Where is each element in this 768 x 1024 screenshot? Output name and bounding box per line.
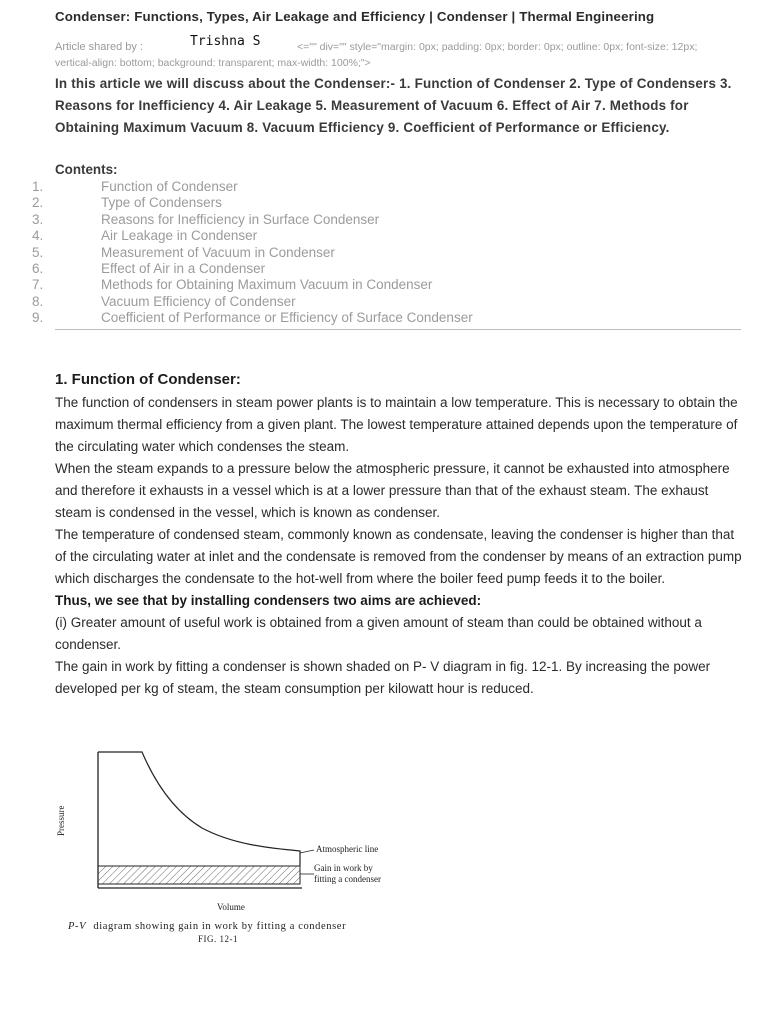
toc-link[interactable]: Methods for Obtaining Maximum Vacuum in Condenser (101, 277, 433, 293)
contents-heading: Contents: (55, 162, 118, 177)
paragraph: The function of condensers in steam power plants is to maintain a low temperature. This is necessary to obtain the maximum thermal efficiency from a given plant. The lowest temperature attained depends upon the temperature of the circulating water which condenses the steam. (55, 395, 738, 454)
toc-item-vacuum-measurement[interactable] (0, 245, 768, 261)
atmospheric-leader (300, 850, 314, 853)
contents-divider (55, 329, 741, 330)
toc-number: 3. (32, 211, 44, 227)
y-axis-label: Pressure (56, 805, 66, 836)
gain-label-line1: Gain in work by (314, 863, 373, 873)
toc-number: 2. (32, 195, 44, 211)
toc-link[interactable]: Effect of Air in a Condenser (101, 260, 266, 276)
expansion-curve (98, 752, 300, 866)
x-axis-label: Volume (217, 902, 245, 912)
toc-link[interactable]: Air Leakage in Condenser (101, 228, 258, 244)
figure-caption (67, 921, 346, 932)
toc-item-air-leakage[interactable] (0, 228, 768, 244)
author-name[interactable]: Trishna S (190, 34, 261, 49)
toc-item-inefficiency[interactable] (0, 212, 768, 228)
toc-item-max-vacuum[interactable] (0, 277, 768, 293)
section-body (55, 392, 745, 700)
toc-number: 1. (32, 179, 44, 194)
toc-item-function[interactable] (0, 179, 768, 195)
caption-italic: P-V (68, 921, 87, 932)
toc-item-types[interactable] (0, 195, 768, 211)
toc-link[interactable]: Coefficient of Performance or Efficiency of Surface Condenser (101, 310, 473, 326)
paragraph: When the steam expands to a pressure below the atmospheric pressure, it cannot be exhausted into atmosphere and therefore it exhausts in a vessel which is at a lower pressure than that of the exhaust steam. The exhaust steam is condensed in the vessel, which is known as condenser. (55, 461, 730, 520)
pv-diagram (56, 740, 412, 958)
toc-link[interactable]: Measurement of Vacuum in Condenser (101, 244, 335, 260)
shared-by-label: Article shared by : (55, 41, 144, 53)
paragraph: (i) Greater amount of useful work is obtained from a given amount of steam than could be obtained without a condenser. (55, 615, 702, 652)
toc-number: 9. (32, 310, 44, 326)
toc-number: 5. (32, 244, 44, 260)
toc-item-vacuum-efficiency[interactable] (0, 294, 768, 310)
toc-link[interactable]: Reasons for Inefficiency in Surface Condenser (101, 211, 380, 227)
toc-item-effect-of-air[interactable] (0, 261, 768, 277)
paragraph-emphasis: Thus, we see that by installing condensers two aims are achieved: (55, 593, 482, 608)
toc-number: 7. (32, 277, 44, 293)
paragraph: The temperature of condensed steam, commonly known as condensate, leaving the condenser is higher than that of the circulating water at inlet and the condensate is removed from the condenser by means of an extraction pump which discharges the condensate to the hot-well from where the boiler feed pump feeds it to the boiler. (55, 527, 742, 586)
toc-number: 6. (32, 260, 44, 276)
article-title: Condenser: Functions, Types, Air Leakage and Efficiency | Condenser | Thermal Engineering (55, 9, 655, 24)
raw-markup-text: <="" div="" style="margin: 0px; padding: 0px; border: 0px; outline: 0px; font-size: 12px; (297, 41, 698, 53)
section-heading-function: 1. Function of Condenser: (55, 371, 241, 388)
toc-link[interactable]: Function of Condenser (101, 179, 238, 194)
toc-link[interactable]: Type of Condensers (101, 195, 222, 211)
article-intro: In this article we will discuss about the Condenser:- 1. Function of Condenser 2. Type of Condensers 3. Reasons for Inefficiency 4. Air Leakage 5. Measurement of Vacuum 6. Effect of Air 7. Methods for Obtaining Maximum Vacuum 8. Vacuum Efficiency 9. Coefficient of Performance or Efficiency. (55, 76, 732, 136)
table-of-contents (0, 179, 768, 327)
paragraph: The gain in work by fitting a condenser is shown shaded on P- V diagram in fig. 12-1. By increasing the power developed per kg of steam, the steam consumption per kilowatt hour is reduced. (55, 659, 711, 696)
gain-label-line2: fitting a condenser (314, 874, 381, 884)
pv-diagram-figure (56, 740, 412, 958)
toc-number: 4. (32, 228, 44, 244)
figure-number: FIG. 12-1 (198, 934, 238, 944)
gain-area-hatch (98, 866, 300, 884)
toc-number: 8. (32, 293, 44, 309)
toc-link[interactable]: Vacuum Efficiency of Condenser (101, 293, 296, 309)
toc-item-coefficient-of-performance[interactable] (0, 310, 768, 326)
caption-text: diagram showing gain in work by fitting a condenser (93, 921, 347, 932)
raw-markup-text-continued: vertical-align: bottom; background: transparent; max-width: 100%;"> (55, 57, 371, 69)
atmospheric-line-label: Atmospheric line (316, 844, 379, 854)
